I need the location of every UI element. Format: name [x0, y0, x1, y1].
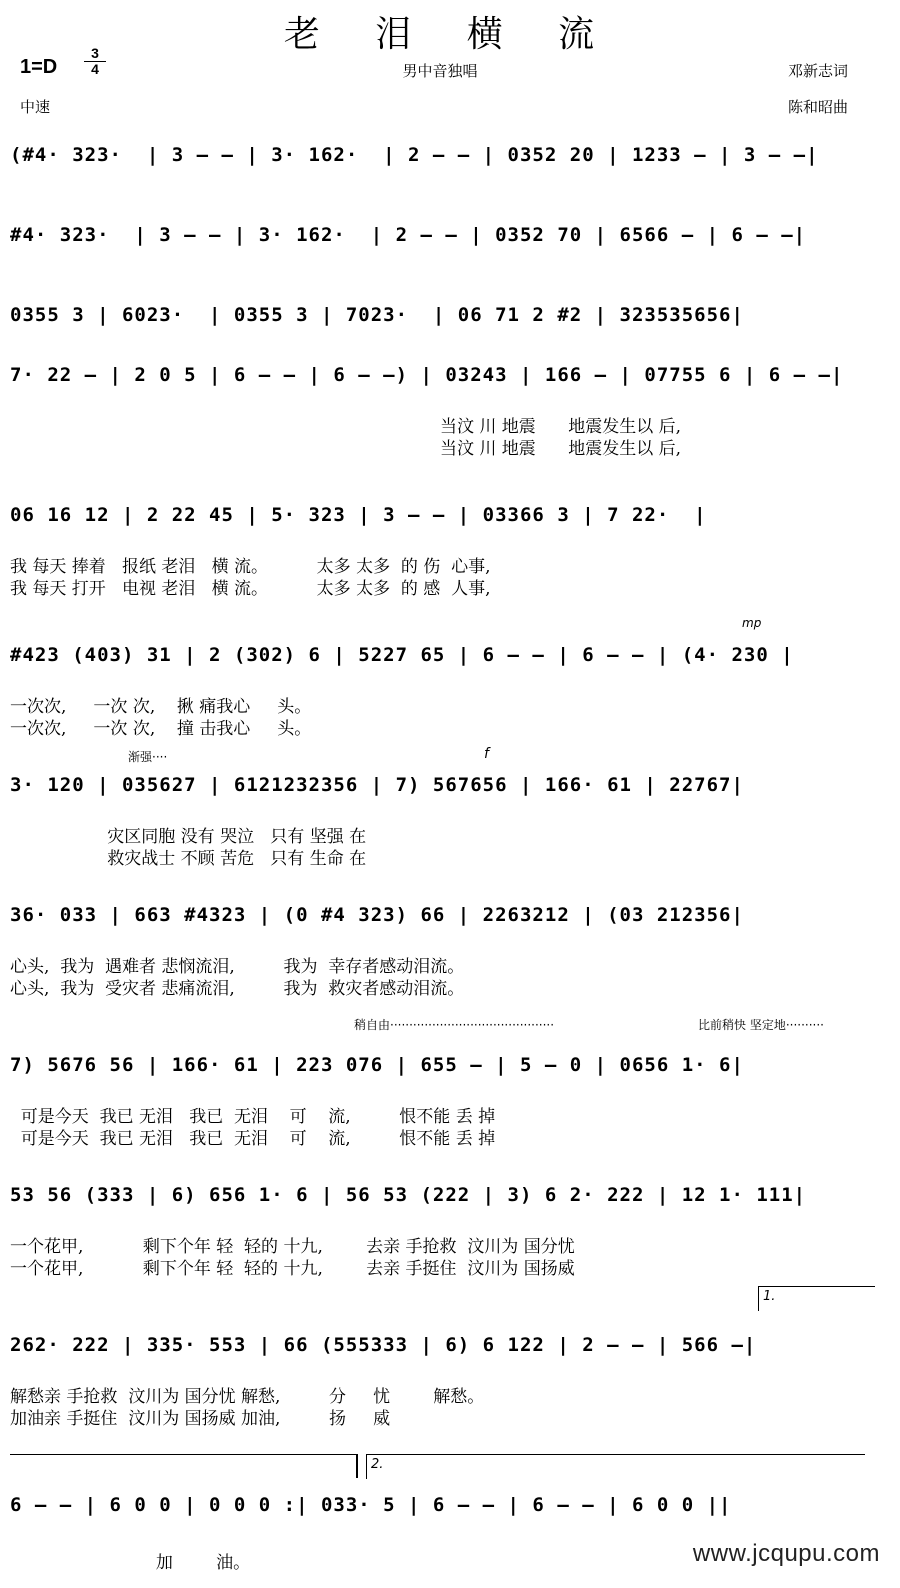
time-signature — [84, 46, 106, 77]
lyric-verse-1: 加 油。 — [10, 1553, 251, 1573]
jianpu-notes: 7· 22 — | 2 0 5 | 6 — — | 6 — —) | 03243 | 166 — | 07755 6 | 6 — —| — [10, 364, 844, 386]
notation-line — [10, 132, 876, 176]
lyric-verse-1: 我 每天 捧着 报纸 老泪 横 流。 太多 太多 的 伤 心事, — [10, 557, 491, 577]
key-signature: 1=D — [20, 56, 58, 78]
notation-line — [10, 1482, 876, 1526]
jianpu-notes: 262· 222 | 335· 553 | 66 (555333 | 6) 6 122 | 2 — — | 566 —| — [10, 1334, 757, 1356]
jianpu-notes: 0355 3 | 6023· | 0355 3 | 7023· | 06 71 2 #2 | 323535656| — [10, 304, 744, 326]
first-ending-continuation — [10, 1454, 356, 1455]
jianpu-notes: 3· 120 | 035627 | 6121232356 | 7) 567656 | 166· 61 | 22767| — [10, 774, 744, 796]
jianpu-notes: 36· 033 | 663 #4323 | (0 #4 323) 66 | 2263212 | (03 212356| — [10, 904, 744, 926]
notation-line — [10, 492, 876, 536]
lyric-verse-1: 解愁亲 手抢救 汶川为 国分忧 解愁, 分 忧 解愁。 — [10, 1387, 485, 1407]
meter-bottom: 4 — [84, 61, 106, 77]
lyric-verse-1: 心头, 我为 遇难者 悲悯流泪, 我为 幸存者感动泪流。 — [10, 957, 465, 977]
lyric-verse-2: 救灾战士 不顾 苦危 只有 生命 在 — [10, 849, 367, 869]
lyric-verse-1: 一次次, 一次 次, 揪 痛我心 头。 — [10, 697, 312, 717]
lyric-verse-1: 一个花甲, 剩下个年 轻 轻的 十九, 去亲 手抢救 汶川为 国分忧 — [10, 1237, 575, 1257]
notation-line — [10, 1172, 876, 1216]
site-watermark: www.jcqupu.com — [692, 1540, 880, 1567]
rubato-marking: 稍自由··········································· — [354, 1018, 555, 1032]
jianpu-notes: #4· 323· | 3 — — | 3· 162· | 2 — — | 0352 70 | 6566 — | 6 — —| — [10, 224, 807, 246]
dynamic-mp: mp — [742, 616, 762, 630]
tempo-change-marking: 比前稍快 坚定地·········· — [698, 1018, 824, 1032]
dynamic-forte: f — [484, 746, 489, 762]
notation-line — [10, 1042, 876, 1086]
notation-line — [10, 1322, 876, 1366]
lyric-verse-2: 当汶 川 地震 地震发生以 后, — [440, 439, 682, 459]
notation-line — [10, 762, 876, 806]
lyric-verse-2: 我 每天 打开 电视 老泪 横 流。 太多 太多 的 感 人事, — [10, 579, 491, 599]
notation-line — [10, 212, 876, 256]
lyric-verse-1: 当汶 川 地震 地震发生以 后, — [440, 417, 682, 437]
jianpu-notes: 6 — — | 6 0 0 | 0 0 0 :| 033· 5 | 6 — — | 6 — — | 6 0 0 || — [10, 1494, 732, 1516]
notation-line — [10, 292, 876, 336]
jianpu-notes: 53 56 (333 | 6) 656 1· 6 | 56 53 (222 | 3) 6 2· 222 | 12 1· 111| — [10, 1184, 807, 1206]
crescendo-marking: 渐强···· — [128, 750, 168, 764]
jianpu-notes: (#4· 323· | 3 — — | 3· 162· | 2 — — | 0352 20 | 1233 — | 3 — —| — [10, 144, 819, 166]
first-ending-bracket — [758, 1286, 875, 1311]
lyric-verse-1: 灾区同胞 没有 哭泣 只有 坚强 在 — [10, 827, 367, 847]
song-title: 老 泪 横 流 — [283, 14, 617, 55]
first-ending-end — [356, 1454, 358, 1478]
lyric-verse-2: 一个花甲, 剩下个年 轻 轻的 十九, 去亲 手挺住 汶川为 国扬威 — [10, 1259, 575, 1279]
lyric-verse-2: 加油亲 手挺住 汶川为 国扬威 加油, 扬 威 — [10, 1409, 391, 1429]
notation-line — [10, 352, 876, 396]
meter-top: 3 — [91, 45, 99, 61]
performance-type: 男中音独唱 — [402, 62, 478, 80]
jianpu-notes: 06 16 12 | 2 22 45 | 5· 323 | 3 — — | 03366 3 | 7 22· | — [10, 504, 707, 526]
jianpu-notes: #423 (403) 31 | 2 (302) 6 | 5227 65 | 6 — — | 6 — — | (4· 230 | — [10, 644, 794, 666]
lyric-verse-1: 可是今天 我已 无泪 我已 无泪 可 流, 恨不能 丢 掉 — [10, 1107, 496, 1127]
lyric-verse-2: 一次次, 一次 次, 撞 击我心 头。 — [10, 719, 312, 739]
second-ending-label: 2. — [371, 1457, 384, 1472]
lyric-verse-2: 心头, 我为 受灾者 悲痛流泪, 我为 救灾者感动泪流。 — [10, 979, 465, 999]
first-ending-label: 1. — [763, 1289, 776, 1304]
lyricist-credit: 邓新志词 — [787, 62, 848, 80]
lyric-verse-2: 可是今天 我已 无泪 我已 无泪 可 流, 恨不能 丢 掉 — [10, 1129, 496, 1149]
jianpu-notes: 7) 5676 56 | 166· 61 | 223 076 | 655 — | 5 — 0 | 0656 1· 6| — [10, 1054, 744, 1076]
composer-credit: 陈和昭曲 — [787, 98, 848, 116]
notation-line — [10, 632, 876, 676]
notation-line — [10, 892, 876, 936]
tempo-marking: 中速 — [20, 98, 51, 116]
second-ending-bracket — [366, 1454, 865, 1479]
